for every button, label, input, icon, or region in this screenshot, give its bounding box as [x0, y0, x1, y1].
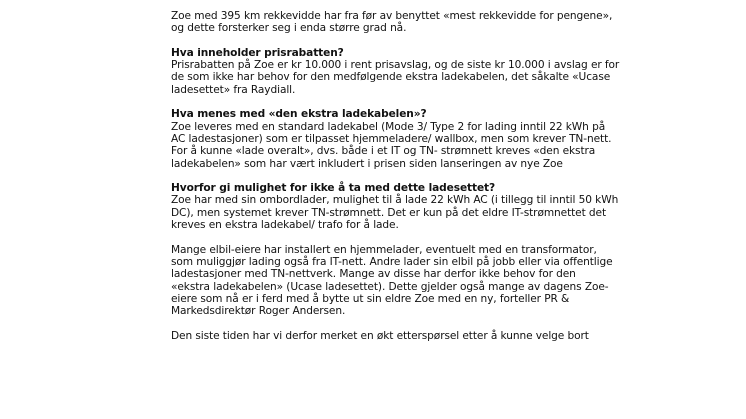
intro-paragraph	[171, 10, 691, 35]
closing-paragraph	[171, 330, 691, 342]
article-body	[171, 10, 691, 354]
text-line: ladestasjoner med TN-nettverk. Mange av disse har derfor ikke behov for den	[171, 268, 576, 281]
text-line: Den siste tiden har vi derfor merket en økt etterspørsel etter å kunne velge bort	[171, 329, 589, 342]
text-line: Zoe med 395 km rekkevidde har fra før av benyttet «mest rekkevidde for pengene»,	[171, 10, 613, 22]
text-line: og dette forsterker seg i enda større grad nå.	[171, 22, 407, 35]
section-ladesett	[171, 182, 691, 231]
text-line: Zoe har med sin ombordlader, mulighet til å lade 22 kWh AC (i tillegg til inntil 50 kWh	[171, 194, 619, 207]
text-line: For å kunne «lade overalt», dvs. både i et IT og TN- strømnett kreves «den ekstra	[171, 145, 596, 158]
section-prisrabatt	[171, 47, 691, 96]
section-heading: Hvorfor gi mulighet for ikke å ta med dette ladesettet?	[171, 182, 496, 195]
text-line: eiere som nå er i ferd med å bytte ut sin eldre Zoe med en ny, forteller PR &	[171, 292, 570, 305]
text-line: de som ikke har behov for den medfølgende ekstra ladekabelen, det såkalte «Ucase	[171, 71, 611, 84]
text-line: Mange elbil-eiere har installert en hjemmelader, eventuelt med en transformator,	[171, 243, 597, 256]
text-line: «ekstra ladekabelen» (Ucase ladesettet). Dette gjelder også mange av dagens Zoe-	[171, 280, 609, 293]
text-line: Prisrabatten på Zoe er kr 10.000 i rent prisavslag, og de siste kr 10.000 i avslag er for	[171, 59, 620, 72]
text-line: ladekabelen» som har vært inkludert i prisen siden lanseringen av nye Zoe	[171, 157, 563, 170]
body-paragraph	[171, 244, 691, 318]
text-line: Zoe leveres med en standard ladekabel (Mode 3/ Type 2 for lading inntil 22 kWh på	[171, 120, 606, 133]
text-line: kreves en ekstra ladekabel/ trafo for å lade.	[171, 219, 399, 232]
text-line: Markedsdirektør Roger Andersen.	[171, 305, 346, 318]
section-ladekabel	[171, 108, 691, 169]
text-line: som muliggjør lading også fra IT-nett. Andre lader sin elbil på jobb eller via offentlige	[171, 255, 613, 268]
text-line: ladesettet» fra Raydiall.	[171, 83, 296, 96]
text-line: DC), men systemet krever TN-strømnett. Det er kun på det eldre IT-strømnettet det	[171, 206, 607, 219]
section-heading: Hva menes med «den ekstra ladekabelen»?	[171, 108, 427, 121]
text-line: AC ladestasjoner) som er tilpasset hjemmeladere/ wallbox, men som krever TN-nett.	[171, 132, 612, 145]
section-heading: Hva inneholder prisrabatten?	[171, 46, 344, 59]
